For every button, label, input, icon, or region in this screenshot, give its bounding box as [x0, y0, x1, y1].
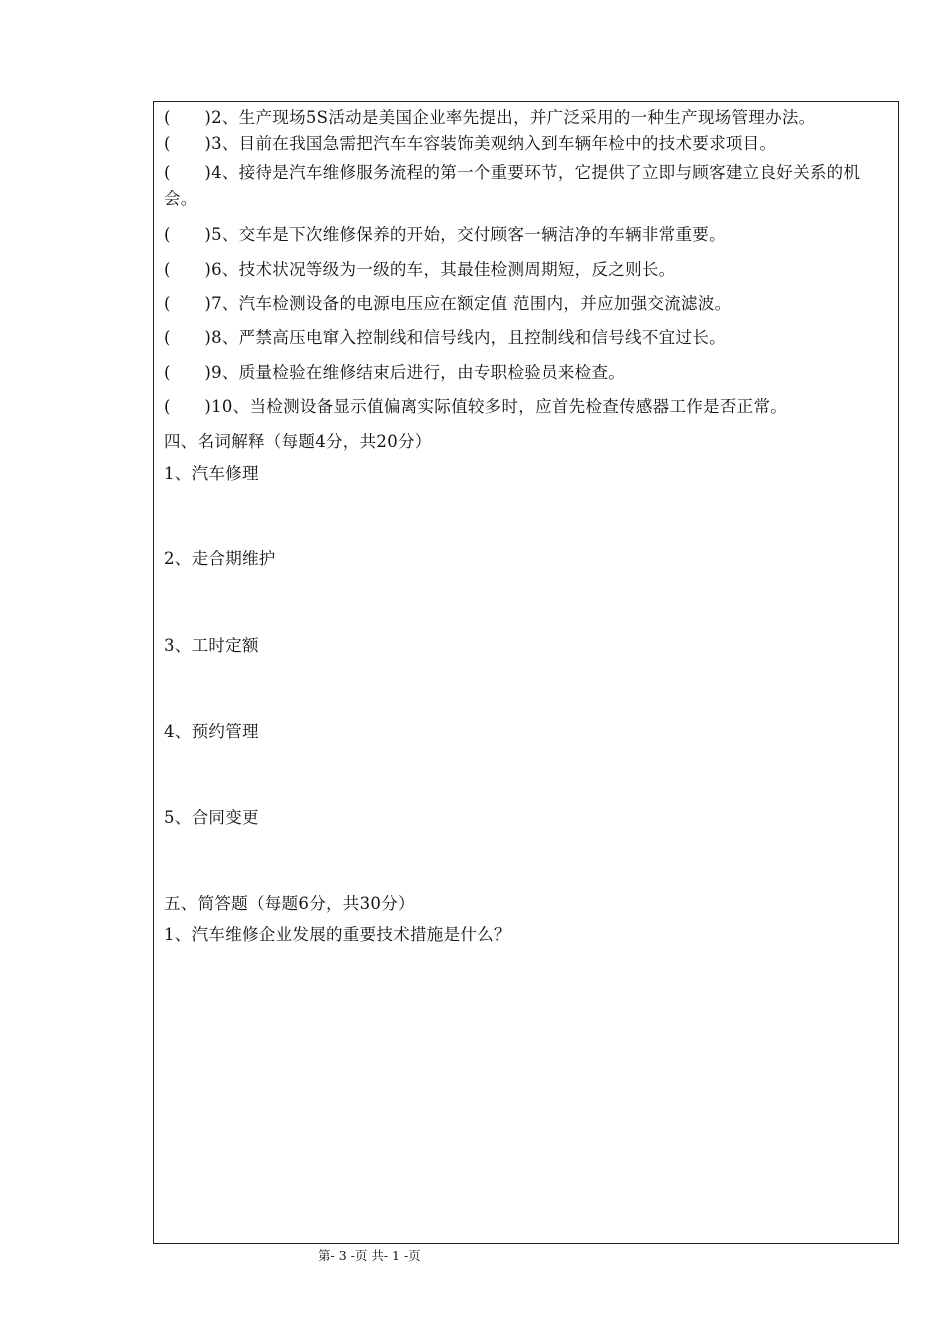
judgement-item-7: ( )7、汽车检测设备的电源电压应在额定值 范围内，并应加强交流滤波。 — [164, 294, 732, 313]
judgement-item-3: ( )3、目前在我国急需把汽车车容装饰美观纳入到车辆年检中的技术要求项目。 — [164, 134, 777, 153]
section-4-title: 四、名词解释（每题4分，共20分） — [164, 432, 432, 451]
judgement-item-4: ( )4、接待是汽车维修服务流程的第一个重要环节，它提供了立即与顾客建立良好关系的机会。 — [164, 163, 861, 208]
section-5-title: 五、简答题（每题6分，共30分） — [164, 894, 415, 913]
judgement-item-9: ( )9、质量检验在维修结束后进行，由专职检验员来检查。 — [164, 363, 626, 382]
judgement-item-2: ( )2、生产现场5S活动是美国企业率先提出，并广泛采用的一种生产现场管理办法。 — [164, 108, 816, 127]
short-answer-item-1: 1、汽车维修企业发展的重要技术措施是什么？ — [164, 925, 511, 944]
term-item-3: 3、工时定额 — [164, 636, 259, 655]
term-item-4: 4、预约管理 — [164, 722, 259, 741]
term-item-2: 2、走合期维护 — [164, 549, 276, 568]
term-item-1: 1、汽车修理 — [164, 464, 259, 483]
page-footer: 第- 3 -页 共- 1 -页 — [318, 1248, 421, 1263]
term-item-5: 5、合同变更 — [164, 808, 259, 827]
exam-frame — [153, 101, 899, 1244]
judgement-item-5: ( )5、交车是下次维修保养的开始，交付顾客一辆洁净的车辆非常重要。 — [164, 225, 726, 244]
judgement-item-10: ( )10、当检测设备显示值偏离实际值较多时，应首先检查传感器工作是否正常。 — [164, 397, 788, 416]
judgement-item-6: ( )6、技术状况等级为一级的车，其最佳检测周期短，反之则长。 — [164, 260, 676, 279]
judgement-item-8: ( )8、严禁高压电窜入控制线和信号线内，且控制线和信号线不宜过长。 — [164, 328, 726, 347]
